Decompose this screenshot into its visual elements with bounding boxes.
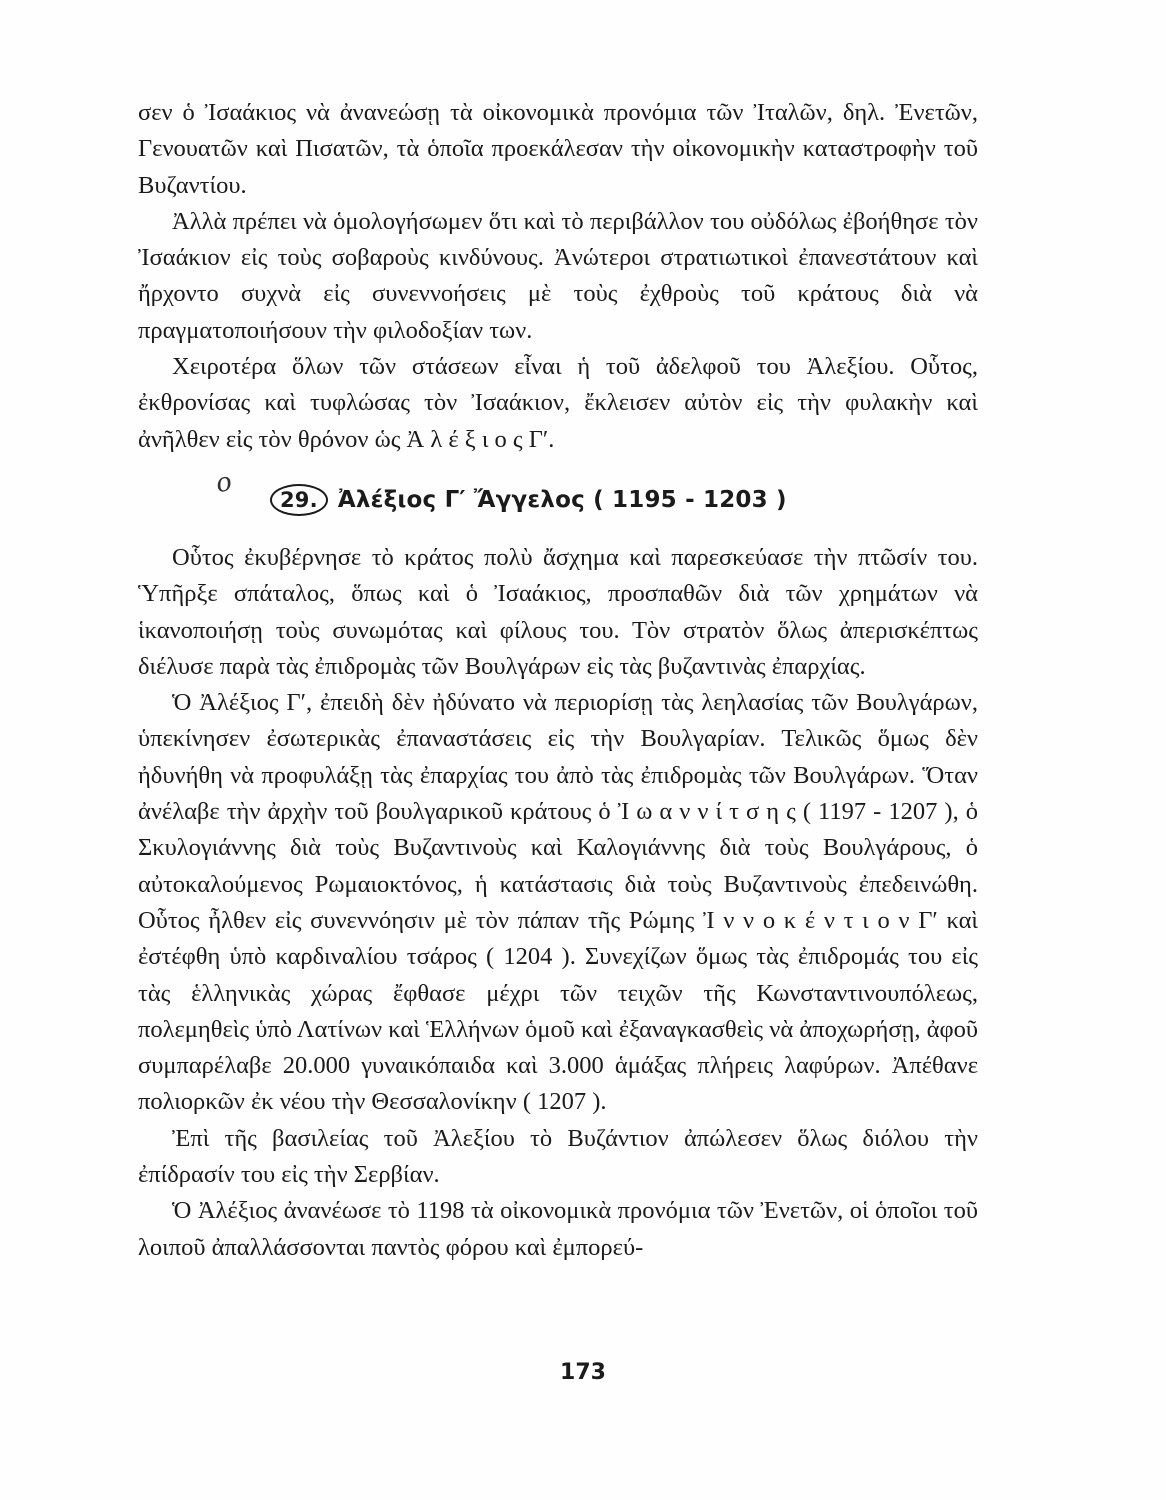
paragraph: Οὗτος ἐκυβέρνησε τὸ κράτος πολὺ ἄσχημα καὶ παρεσκεύασε τὴν πτῶσίν του. Ὑπῆρξε σπάταλος, ὅπως καὶ ὁ Ἰσαάκιος, προσπαθῶν διὰ τῶν χρημάτων νὰ ἱκανοποιήσῃ τοὺς συνωμότας καὶ φίλους του. Τὸν στρατὸν ὅλως ἀπερισκέπτως διέλυσε παρὰ τὰς ἐπιδρομὰς τῶν Βουλγάρων εἰς τὰς βυζαντινὰς ἐπαρχίας. <box>138 544 978 680</box>
paragraph: Ἐπὶ τῆς βασιλείας τοῦ Ἀλεξίου τὸ Βυζάντιον ἀπώλεσεν ὅλως διόλου τὴν ἐπίδρασίν του εἰς τὴν Σερβίαν. <box>138 1124 978 1189</box>
paragraph: Ὁ Ἀλέξιος ἀνανέωσε τὸ 1198 τὰ οἰκονομικὰ προνόμια τῶν Ἐνετῶν, οἱ ὁποῖοι τοῦ λοιποῦ ἀπαλλάσσονται παντὸς φόρου καὶ ἐμπορεύ- <box>138 1197 978 1261</box>
paragraph: Χειροτέρα ὅλων τῶν στάσεων εἶναι ἡ τοῦ ἀδελφοῦ του Ἀλεξίου. Οὗτος, ἐκθρονίσας καὶ τυφλώσας τὸν Ἰσαάκιον, ἔκλεισεν αὐτὸν εἰς τὴν φυλακὴν καὶ ἀνῆλθεν εἰς τὸν θρόνον ὡς Ἀ λ έ ξ ι ο ς Γ′. <box>138 353 978 453</box>
text-block-bottom <box>138 540 978 1266</box>
section-heading <box>270 480 787 520</box>
paragraph: Ἀλλὰ πρέπει νὰ ὁμολογήσωμεν ὅτι καὶ τὸ περιβάλλον του οὐδόλως ἐβοήθησε τὸν Ἰσαάκιον εἰς τοὺς σοβαροὺς κινδύνους. Ἀνώτεροι στρατιωτικοὶ ἐπανεστάτουν καὶ ἤρχοντο συχνὰ εἰς συνεννοήσεις μὲ τοὺς ἐχθροὺς τοῦ κράτους διὰ νὰ πραγματοποιήσουν τὴν φιλοδοξίαν των. <box>138 207 978 344</box>
page-number: 173 <box>560 1360 606 1385</box>
text-block-top <box>138 95 978 458</box>
paragraph: Ὁ Ἀλέξιος Γ′, ἐπειδὴ δὲν ἠδύνατο νὰ περιορίσῃ τὰς λεηλασίας τῶν Βουλγάρων, ὑπεκίνησεν ἐσωτερικὰς ἐπαναστάσεις εἰς τὴν Βουλγαρίαν. Τελικῶς ὅμως δὲν ἠδυνήθη νὰ προφυλάξῃ τὰς ἐπαρχίας του ἀπὸ τὰς ἐπιδρομὰς τῶν Βουλγάρων. Ὅταν ἀνέλαβε τὴν ἀρχὴν τοῦ βουλγαρικοῦ κράτους ὁ Ἰ ω α ν ν ί τ σ η ς ( 1197 - 1207 ), ὁ Σκυλογιάννης διὰ τοὺς Βυζαντινοὺς καὶ Καλογιάννης διὰ τοὺς Βουλγάρους, ὁ αὐτοκαλούμενος Ρωμαιοκτόνος, ἡ κατάστασις διὰ τοὺς Βυζαντινοὺς ἐπεδεινώθη. Οὗτος ἦλθεν εἰς συνεννόησιν μὲ τὸν πάπαν τῆς Ρώμης Ἰ ν ν ο κ έ ν τ ι ο ν Γ′ καὶ ἐστέφθη ὑπὸ καρδιναλίου τσάρος ( 1204 ). Συνεχίζων ὅμως τὰς ἐπιδρομάς του εἰς τὰς ἑλληνικὰς χώρας ἔφθασε μέχρι τῶν τειχῶν τῆς Κωνσταντινουπόλεως, πολεμηθεὶς ὑπὸ Λατίνων καὶ Ἑλλήνων ὁμοῦ καὶ ἐξαναγκασθεὶς νὰ ἀποχωρήσῃ, ἀφοῦ συμπαρέλαβε 20.000 γυναικόπαιδα καὶ 3.000 ἁμάξας πλήρεις λαφύρων. Ἀπέθανε πολιορκῶν ἐκ νέου τὴν Θεσσαλονίκην ( 1207 ). <box>138 689 978 1116</box>
section-number: 29. <box>270 484 328 516</box>
paragraph: σεν ὁ Ἰσαάκιος νὰ ἀνανεώσῃ τὰ οἰκονομικὰ προνόμια τῶν Ἰταλῶν, δηλ. Ἐνετῶν, Γενουατῶν καὶ Πισατῶν, τὰ ὁποῖα προεκάλεσαν τὴν οἰκονομικὴν καταστροφὴν τοῦ Βυζαντίου. <box>138 99 978 199</box>
handwritten-margin-note: ο <box>213 466 235 500</box>
section-title: Ἀλέξιος Γ′ Ἄγγελος ( 1195 - 1203 ) <box>337 487 787 513</box>
